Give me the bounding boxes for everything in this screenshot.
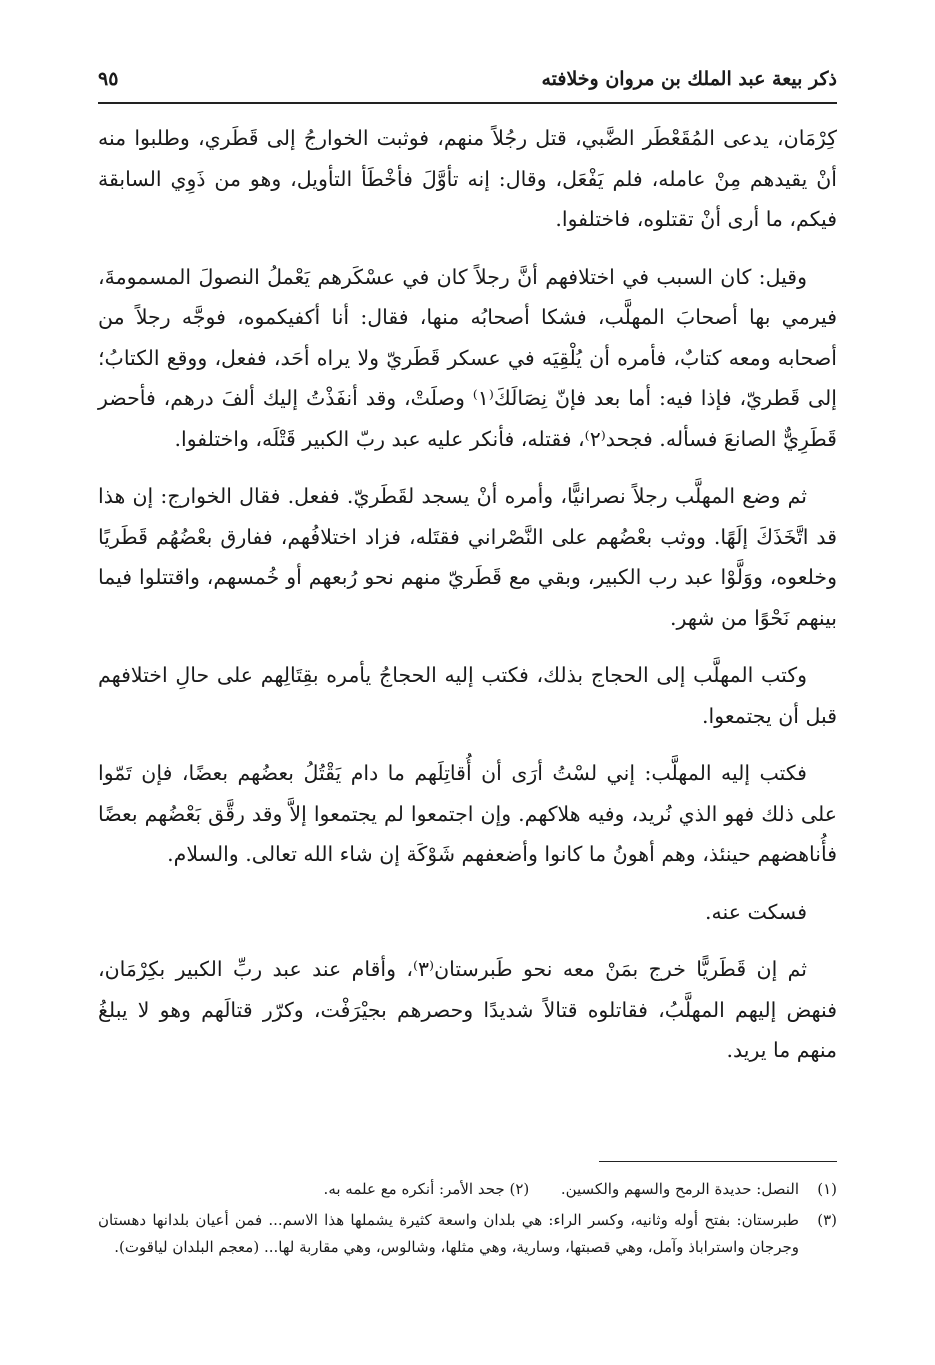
- footnote-text: جحد الأمر: أنكره مع علمه به.: [323, 1180, 505, 1198]
- paragraph-6: فسكت عنه.: [705, 899, 807, 924]
- footnote-text: النصل: حديدة الرمح والسهم والكسين.: [560, 1180, 799, 1198]
- paragraph-5: فكتب إليه المهلَّب: إني لسْتُ أرَى أن أُقاتِلَهم ما دام يَقْتُلُ بعضُهم بعضًا، فإن تَمّوا على ذلك فهو الذي نُريد، وفيه هلاكهم. وإن اجتمعوا لم يجتمعوا إلاَّ وقد رقَّق بَعْضُهم بعضًا فأُناهضهم حينئذ، وهم أهونُ ما كانوا وأضعفهم شَوْكَة إن شاء الله تعالى. والسلام.: [98, 761, 837, 866]
- footnote-separator: [599, 1161, 837, 1162]
- paragraph-3: ثم وضع المهلَّب رجلاً نصرانيًّا، وأمره أنْ يسجد لقَطَريّ. ففعل. فقال الخوارج: إن هذا قد اتَّخَذَكَ إلَهًا. ووثب بعْضُهم على النَّصْراني فقتَله، فزاد اختلافُهم، ففارق بعْضُهُم قَطَريًا وخلعوه، ووَلَّوْا عبد رب الكبير، وبقي مع قَطَريّ منهم نحو رُبعهم أو خُمسهم، واقتتلوا فيما بينهم نَحْوًا من شهر.: [98, 484, 837, 630]
- page-number: ٩٥: [98, 68, 119, 90]
- footnote-number: (١): [817, 1180, 837, 1198]
- footnote-line-2: [98, 1207, 837, 1261]
- footnote-text: طبرستان: بفتح أوله وثانيه، وكسر الراء: هي بلدان واسعة كثيرة يشملها هذا الاسم... فمن أعيان بلدانها دهستان وجرجان واستراباذ وآمل، وهي قصبتها، وسارية، وهي مثلها، وشالوس، وهي مقاربة لها... (معجم البلدان لياقوت).: [98, 1211, 799, 1256]
- footnotes: [98, 1176, 837, 1265]
- paragraph-4: وكتب المهلَّب إلى الحجاج بذلك، فكتب إليه الحجاجُ يأمره بقِتَالِهم على حالِ اختلافهم قبل أن يجتمعوا.: [98, 663, 837, 728]
- running-title: ذكر بيعة عبد الملك بن مروان وخلافته: [541, 68, 837, 90]
- paragraph-2: وقيل: كان السبب في اختلافهم أنَّ رجلاً كان في عسْكَرهم يَعْملُ النصولَ المسمومةَ، فيرمي بها أصحابَ المهلَّب، فشكا أصحابُه منها، فقال: أنا أكفيكموه، فوجَّه رجلاً من أصحابه ومعه كتابٌ، فأمره أن يُلْقِيَه في عسكر قَطَريّ ولا يراه أحَد، ففعل، ووقع الكتابُ؛ إلى قَطريّ، فإذا فيه: أما بعد فإنّ نِصَالَكَ⁽١⁾ وصلَتْ، وقد أنفَذْتُ إليك ألفَ درهم، فأحضر قَطَرِيٌّ الصانعَ فسأله. فجحد⁽٢⁾، فقتله، فأنكر عليه عبد ربّ الكبير قَتْلَه، واختلفوا.: [98, 264, 837, 451]
- footnote-line-1: [98, 1176, 837, 1203]
- footnote-number: (٢): [509, 1180, 530, 1198]
- paragraph-7: ثم إن قَطَريًّا خرج بمَنْ معه نحو طَبرستان⁽٣⁾، وأقام عند عبد ربِّ الكبير بكِرْمَان، فنهض إليهم المهلَّبُ، فقاتلوه قتالاً شديدًا وحصرهم بجيْرَفْت، وكرّر قتالَهم وهو لا يبلغُ منهم ما يريد.: [98, 957, 837, 1062]
- footnote-number: (٣): [817, 1211, 837, 1229]
- main-text: [98, 118, 837, 1088]
- paragraph-1: كِرْمَان، يدعى المُقَعْطَر الضَّبي، قتل رجُلاً منهم، فوثبت الخوارجُ إلى قَطَري، وطلبوا منه أنْ يقيدهم مِنْ عامله، فلم يَفْعَل، وقال: إنه تأوَّلَ فأخْطَأ التأويل، وهو من ذَوِي السابقة فيكم، ما أرى أنْ تقتلوه، فاختلفوا.: [98, 126, 837, 231]
- page-header: [98, 62, 837, 104]
